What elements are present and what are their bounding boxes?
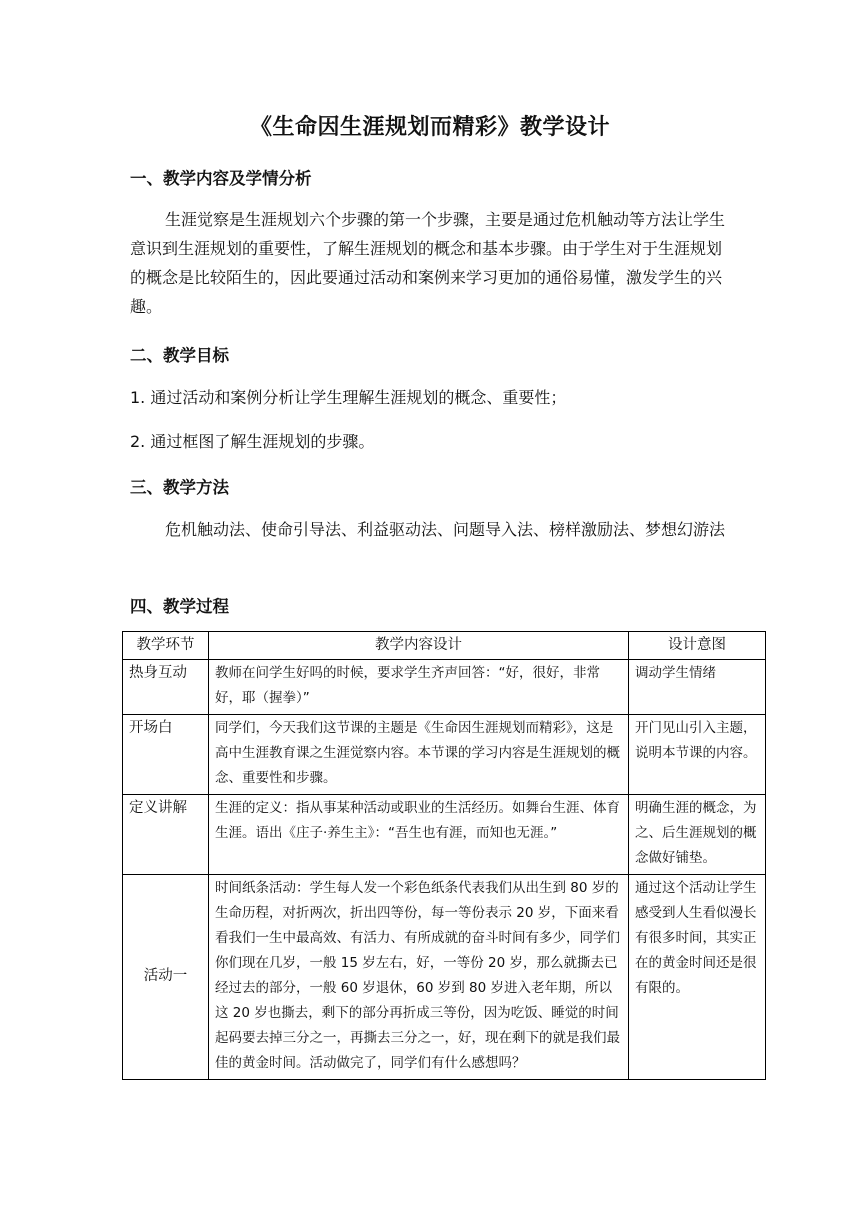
content-cell: 生涯的定义：指从事某种活动或职业的生活经历。如舞台生涯、体育生涯。语出《庄子·养生主》：“吾生也有涯，而知也无涯。” bbox=[209, 795, 629, 875]
section-heading-analysis: 一、教学内容及学情分析 bbox=[130, 169, 312, 188]
table-row bbox=[123, 875, 766, 1080]
content-cell: 时间纸条活动：学生每人发一个彩色纸条代表我们从出生到 80 岁的生命历程，对折两次，折出四等份，每一等份表示 20 岁，下面来看看我们一生中最高效、有活力、有所成就的奋斗时间有多少，同学们你们现在几岁，一般 15 岁左右，好，一等份 20 岁，那么就撕去已经过去的部分，一般 60 岁退休，60 岁到 80 岁进入老年期，所以这 20 岁也撕去，剩下的部分再折成三等份，因为吃饭、睡觉的时间起码要去掉三分之一，再撕去三分之一，好，现在剩下的就是我们最佳的黄金时间。活动做完了，同学们有什么感想吗？ bbox=[209, 875, 629, 1080]
goal-item-1: 1. 通过活动和案例分析让学生理解生涯规划的概念、重要性； bbox=[130, 388, 567, 407]
section-heading-goals: 二、教学目标 bbox=[130, 346, 229, 365]
section-heading-methods: 三、教学方法 bbox=[130, 478, 229, 497]
teaching-process-table bbox=[122, 631, 766, 1080]
goal-item-2: 2. 通过框图了解生涯规划的步骤。 bbox=[130, 432, 375, 451]
table-header-row bbox=[123, 632, 766, 660]
content-cell: 同学们，今天我们这节课的主题是《生命因生涯规划而精彩》，这是高中生涯教育课之生涯觉察内容。本节课的学习内容是生涯规划的概念、重要性和步骤。 bbox=[209, 715, 629, 795]
table-row bbox=[123, 660, 766, 715]
table-row bbox=[123, 795, 766, 875]
header-stage: 教学环节 bbox=[123, 632, 209, 660]
header-intent: 设计意图 bbox=[629, 632, 766, 660]
stage-cell: 热身互动 bbox=[123, 660, 209, 715]
table-row bbox=[123, 715, 766, 795]
intent-cell: 调动学生情绪 bbox=[629, 660, 766, 715]
section-heading-process: 四、教学过程 bbox=[130, 597, 229, 616]
document-title: 《生命因生涯规划而精彩》教学设计 bbox=[249, 115, 610, 140]
methods-paragraph: 危机触动法、使命引导法、利益驱动法、问题导入法、榜样激励法、梦想幻游法 bbox=[165, 520, 726, 539]
intent-cell: 开门见山引入主题，说明本节课的内容。 bbox=[629, 715, 766, 795]
content-cell: 教师在问学生好吗的时候，要求学生齐声回答：“好，很好，非常好，耶（握拳）” bbox=[209, 660, 629, 715]
intent-cell: 明确生涯的概念，为之、后生涯规划的概念做好铺垫。 bbox=[629, 795, 766, 875]
intent-cell: 通过这个活动让学生感受到人生看似漫长有很多时间，其实正在的黄金时间还是很有限的。 bbox=[629, 875, 766, 1080]
analysis-paragraph: 生涯觉察是生涯规划六个步骤的第一个步骤，主要是通过危机触动等方法让学生意识到生涯规划的重要性，了解生涯规划的概念和基本步骤。由于学生对于生涯规划的概念是比较陌生的，因此要通过活动和案例来学习更加的通俗易懂，激发学生的兴趣。 bbox=[130, 210, 726, 316]
stage-cell: 定义讲解 bbox=[123, 795, 209, 875]
header-content: 教学内容设计 bbox=[209, 632, 629, 660]
stage-cell: 活动一 bbox=[123, 875, 209, 1080]
stage-cell: 开场白 bbox=[123, 715, 209, 795]
